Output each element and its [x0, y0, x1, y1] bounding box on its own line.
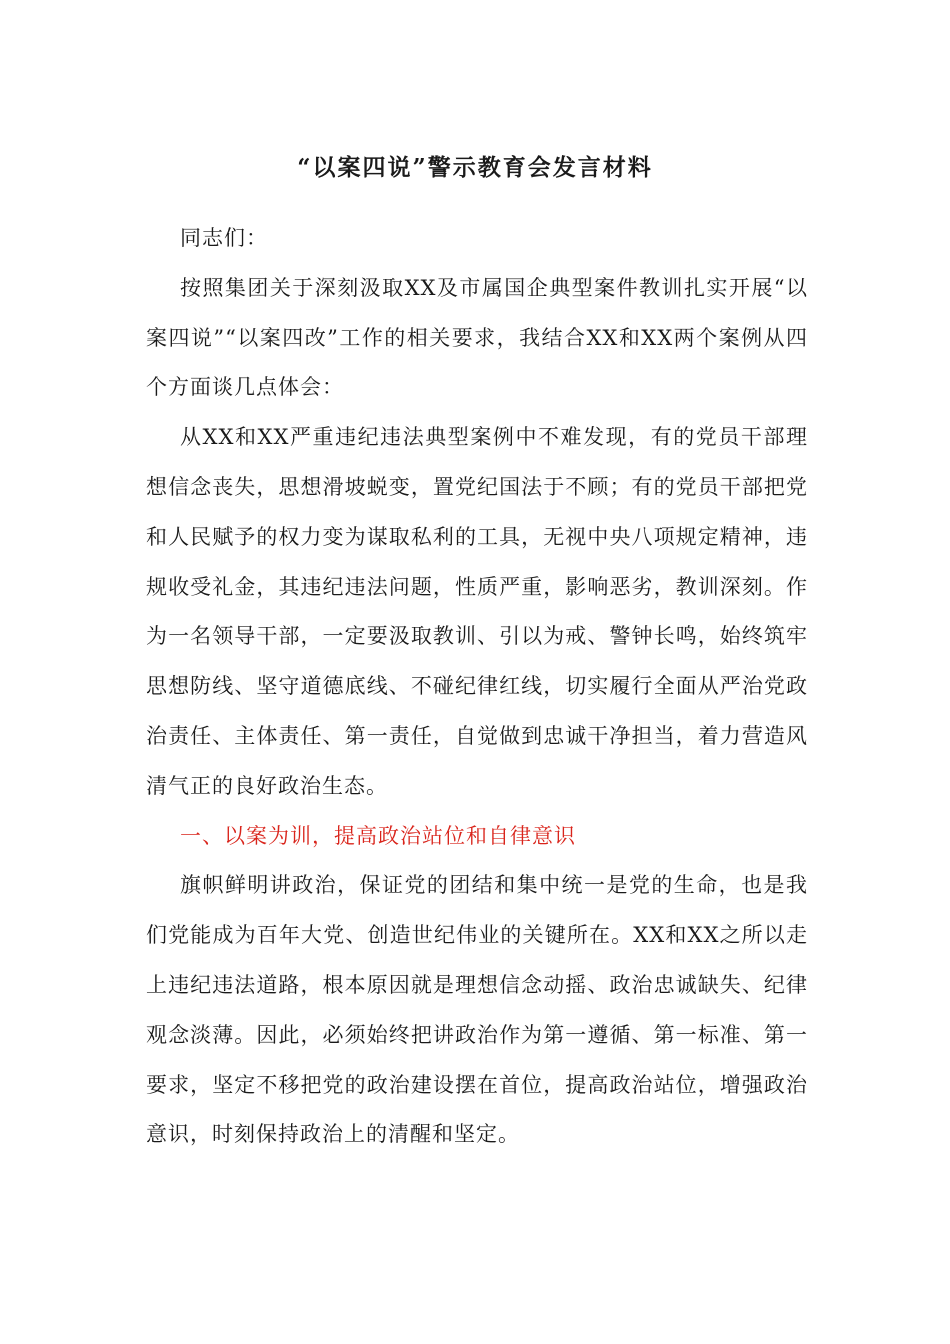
greeting: 同志们： — [180, 226, 268, 250]
intro-paragraph: 按照集团关于深刻汲取XX及市属国企典型案件教训扎实开展“以案四说”“以案四改”工作的相关要求，我结合XX和XX两个案例从四个方面谈几点体会： — [146, 275, 808, 400]
document-title: “以案四说”警示教育会发言材料 — [297, 154, 653, 181]
summary-paragraph: 从XX和XX严重违纪违法典型案例中不难发现，有的党员干部理想信念丧失，思想滑坡蜕变，置党纪国法于不顾；有的党员干部把党和人民赋予的权力变为谋取私利的工具，无视中央八项规定精神，违规收受礼金，其违纪违法问题，性质严重，影响恶劣，教训深刻。作为一名领导干部，一定要汲取教训、引以为戒、警钟长鸣，始终筑牢思想防线、坚守道德底线、不碰纪律红线，切实履行全面从严治党政治责任、主体责任、第一责任，自觉做到忠诚干净担当，着力营造风清气正的良好政治生态。 — [146, 425, 808, 798]
section-1-heading: 一、以案为训，提高政治站位和自律意识 — [180, 823, 576, 848]
document-body — [146, 214, 808, 1160]
section-1-paragraph: 旗帜鲜明讲政治，保证党的团结和集中统一是党的生命，也是我们党能成为百年大党、创造世纪伟业的关键所在。XX和XX之所以走上违纪违法道路，根本原因就是理想信念动摇、政治忠诚缺失、纪律观念淡薄。因此，必须始终把讲政治作为第一遵循、第一标准、第一要求，坚定不移把党的政治建设摆在首位，提高政治站位，增强政治意识，时刻保持政治上的清醒和坚定。 — [146, 873, 808, 1147]
